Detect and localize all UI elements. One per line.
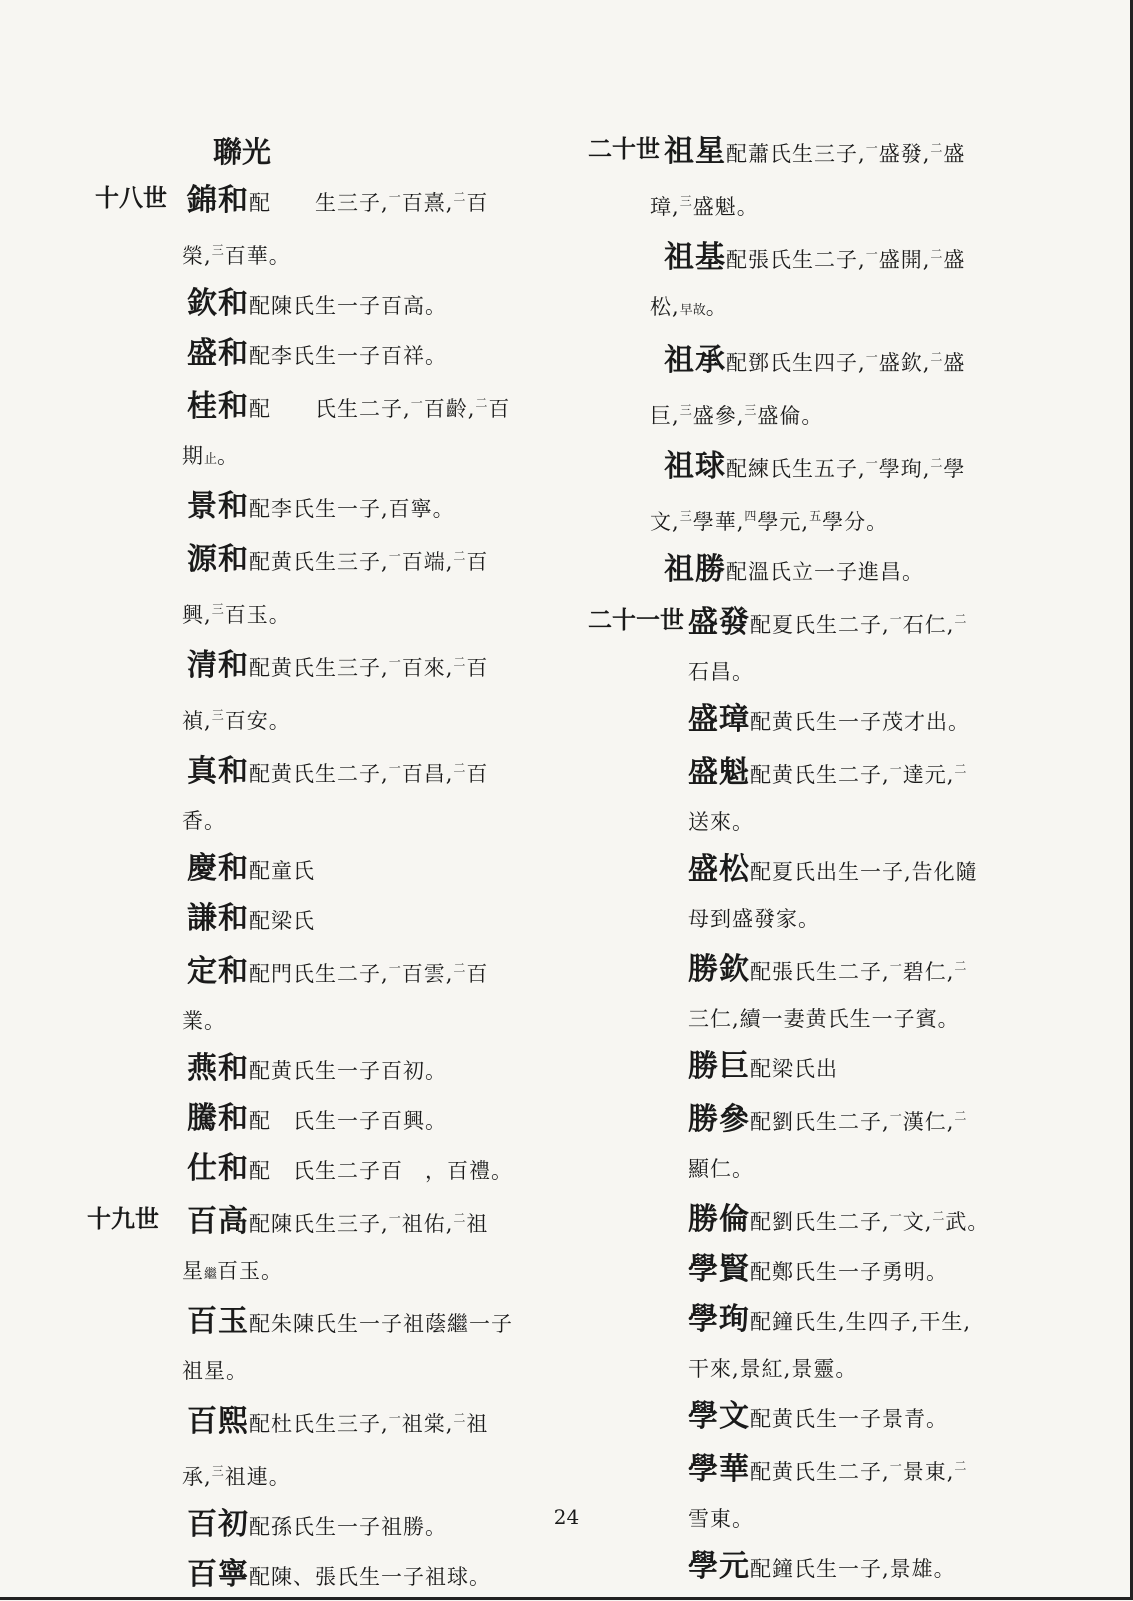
genealogy-entry (95, 483, 570, 533)
genealogy-entry (588, 696, 1088, 746)
person-name: 祖基 (664, 240, 726, 275)
entry-text: 盛倫。 (757, 404, 824, 428)
genealogy-entry (95, 280, 570, 330)
order-marker: 一 (410, 396, 423, 410)
genealogy-entry (588, 746, 1088, 846)
genealogy-entry (95, 533, 570, 639)
entry-text: 榮, (182, 244, 212, 268)
entry-text: 配黄氏生三子, (249, 550, 389, 574)
entry-text: 盛 (943, 142, 966, 166)
entry-text: 配鄭氏生一子勇明。 (750, 1260, 948, 1284)
entry-text: 配溫氏立一子進昌。 (726, 560, 924, 584)
person-name: 盛璋 (688, 702, 750, 737)
person-name: 學珣 (688, 1302, 750, 1337)
entry-text: 興, (182, 603, 212, 627)
person-name: 學元 (688, 1549, 750, 1584)
entry-text: 配黄氏生二子, (750, 1460, 890, 1484)
right-column (588, 125, 1088, 1593)
order-marker: 一 (889, 612, 902, 626)
entry-text: 配李氏生一子百祥。 (249, 344, 447, 368)
genealogy-entry (95, 945, 570, 1045)
order-marker: 二 (453, 1211, 466, 1225)
entry-text: 百安。 (224, 709, 291, 733)
entry-text: 三仁,續一妻黄氏生一子賓。 (688, 1007, 960, 1031)
entry-line (588, 546, 1088, 596)
entry-text: 百華。 (224, 244, 291, 268)
section-title: 聯光 (213, 135, 272, 169)
order-marker: 二 (453, 761, 466, 775)
entry-text: 。 (705, 295, 728, 319)
entry-text: 配門氏生二子, (249, 962, 389, 986)
person-name: 仕和 (187, 1151, 249, 1186)
order-marker: 二 (954, 1109, 967, 1123)
entry-text: 配黄氏生一子景青。 (750, 1407, 948, 1431)
entry-line (95, 845, 570, 895)
person-name: 定和 (187, 954, 249, 989)
entry-text: 百玉。 (217, 1259, 284, 1283)
person-name: 祖星 (664, 134, 726, 169)
person-name: 景和 (187, 489, 249, 524)
entry-text: 石仁, (902, 613, 955, 637)
person-name: 勝參 (688, 1102, 750, 1137)
entry-text: 配陳、張氏生一子祖球。 (249, 1565, 491, 1589)
order-marker: 一 (889, 1109, 902, 1123)
genealogy-entry (95, 1298, 570, 1395)
order-marker: 一 (889, 762, 902, 776)
entry-text: 百熹, (401, 191, 454, 215)
entry-text: 配練氏生五子, (726, 457, 866, 481)
order-marker: 一 (865, 141, 878, 155)
person-name: 盛和 (187, 336, 249, 371)
entry-line (588, 440, 1088, 493)
order-marker: 二 (453, 549, 466, 563)
entry-text: 武。 (945, 1210, 990, 1234)
entry-line (588, 896, 1088, 943)
genealogy-entry (588, 1246, 1088, 1296)
entry-text: 配朱陳氏生一子祖蔭繼一子 (249, 1312, 513, 1336)
entry-line (95, 1045, 570, 1095)
person-name: 勝倫 (688, 1202, 750, 1237)
entry-line (95, 639, 570, 692)
order-marker: 二 (954, 762, 967, 776)
small-note: 早故 (679, 303, 706, 318)
person-name: 祖勝 (664, 552, 726, 587)
person-name: 百玉 (187, 1304, 249, 1339)
person-name: 源和 (187, 542, 249, 577)
entry-text: 配張氏生二子, (750, 960, 890, 984)
order-marker: 一 (388, 1211, 401, 1225)
entry-line (95, 380, 570, 433)
genealogy-entry (95, 174, 570, 280)
entry-line (588, 284, 1088, 334)
entry-text: 盛 (943, 351, 966, 375)
left-column (87, 130, 570, 1601)
entry-text: 百 (466, 762, 489, 786)
entry-text: 配梁氏 (249, 909, 315, 933)
entry-text: 配劉氏生二子, (750, 1210, 890, 1234)
entry-text: 祖 (466, 1212, 489, 1236)
order-marker: 三 (211, 708, 224, 722)
entry-text: 配 氏生二子, (249, 397, 411, 421)
entry-text: 配杜氏生三子, (249, 1412, 389, 1436)
entry-text: 文, (902, 1210, 933, 1234)
order-marker: 二 (453, 655, 466, 669)
entry-line (95, 1298, 570, 1348)
person-name: 慶和 (187, 851, 249, 886)
entry-line (588, 231, 1088, 284)
entry-line (588, 1193, 1088, 1246)
entry-text: 業。 (182, 1009, 226, 1033)
genealogy-entry (95, 380, 570, 483)
person-name: 盛松 (688, 852, 750, 887)
entry-line (588, 1543, 1088, 1593)
entry-line (95, 533, 570, 586)
genealogy-entry (95, 1145, 570, 1195)
genealogy-entry (588, 1043, 1088, 1093)
order-marker: 三 (744, 403, 757, 417)
order-marker: 二 (954, 1459, 967, 1473)
entry-line (95, 433, 570, 483)
entry-line (95, 227, 570, 280)
entry-text: 盛 (943, 248, 966, 272)
entry-line (95, 1145, 570, 1195)
entry-text: 配蕭氏生三子, (726, 142, 866, 166)
entry-line (588, 846, 1088, 896)
genealogy-entry (95, 1095, 570, 1145)
entry-line (588, 1146, 1088, 1193)
entry-text: 學珣, (878, 457, 931, 481)
order-marker: 一 (388, 190, 401, 204)
person-name: 祖球 (664, 449, 726, 484)
entry-text: 干來,景紅,景靈。 (688, 1357, 858, 1381)
genealogy-entry (95, 330, 570, 380)
genealogy-entry (95, 745, 570, 845)
entry-text: 璋, (650, 195, 680, 219)
order-marker: 二 (930, 350, 943, 364)
entry-text: 配張氏生二子, (726, 248, 866, 272)
order-marker: 一 (865, 247, 878, 261)
entry-line (588, 649, 1088, 696)
entry-text: 松, (650, 295, 680, 319)
entry-text: 送來。 (688, 810, 754, 834)
order-marker: 一 (889, 1459, 902, 1473)
order-marker: 一 (889, 959, 902, 973)
entry-line (588, 1443, 1088, 1496)
entry-line (588, 125, 1088, 178)
entry-text: 雪東。 (688, 1507, 754, 1531)
genealogy-entry (588, 1543, 1088, 1593)
order-marker: 一 (388, 1411, 401, 1425)
entry-line (588, 996, 1088, 1043)
small-note: 繼 (204, 1267, 218, 1282)
entry-line (95, 895, 570, 945)
order-marker: 一 (388, 655, 401, 669)
entry-line (588, 799, 1088, 846)
order-marker: 三 (679, 194, 692, 208)
entry-text: 百來, (401, 656, 454, 680)
entry-line (95, 998, 570, 1045)
genealogy-entry (588, 334, 1088, 440)
entry-text: 承, (182, 1465, 212, 1489)
genealogy-entry (588, 546, 1088, 596)
entry-text: 文, (650, 510, 680, 534)
person-name: 欽和 (187, 286, 249, 321)
entry-text: 百 (466, 656, 489, 680)
entry-line (588, 387, 1088, 440)
entry-line (588, 493, 1088, 546)
entry-text: 百 (466, 550, 489, 574)
small-note: 止 (204, 452, 218, 467)
order-marker: 五 (809, 509, 822, 523)
entry-text: 配陳氏生一子百高。 (249, 294, 447, 318)
entry-line (588, 334, 1088, 387)
order-marker: 二 (930, 247, 943, 261)
entry-line (95, 1248, 570, 1298)
genealogy-entry (588, 1393, 1088, 1443)
person-name: 學文 (688, 1399, 750, 1434)
entry-text: 配夏氏生二子, (750, 613, 890, 637)
entry-line (95, 745, 570, 798)
entry-text: 。 (217, 444, 240, 468)
order-marker: 四 (744, 509, 757, 523)
entry-text: 百齡, (423, 397, 476, 421)
genealogy-entry (588, 1193, 1088, 1246)
order-marker: 三 (211, 602, 224, 616)
person-name: 桂和 (187, 389, 249, 424)
entry-text: 配鄧氏生四子, (726, 351, 866, 375)
entry-line (95, 1551, 570, 1601)
order-marker: 二 (930, 456, 943, 470)
genealogy-entry (95, 1551, 570, 1601)
person-name: 勝欽 (688, 952, 750, 987)
person-name: 盛發 (688, 605, 750, 640)
person-name: 學賢 (688, 1252, 750, 1287)
generation-section (588, 596, 1088, 1593)
entry-text: 漢仁, (902, 1110, 955, 1134)
order-marker: 二 (954, 959, 967, 973)
entry-text: 達元, (902, 763, 955, 787)
entry-text: 百昌, (401, 762, 454, 786)
order-marker: 一 (865, 350, 878, 364)
entry-text: 百 (488, 397, 511, 421)
order-marker: 二 (453, 961, 466, 975)
order-marker: 二 (475, 396, 488, 410)
generation-label: 十八世 (95, 183, 167, 212)
entry-line (588, 1296, 1088, 1346)
person-name: 謙和 (187, 901, 249, 936)
order-marker: 三 (211, 1464, 224, 1478)
entry-text: 母到盛發家。 (688, 907, 820, 931)
order-marker: 三 (679, 403, 692, 417)
genealogy-entry (588, 846, 1088, 943)
entry-line (95, 798, 570, 845)
genealogy-entry (588, 943, 1088, 1043)
generation-section (87, 1195, 570, 1601)
entry-line (588, 1346, 1088, 1393)
genealogy-entry (95, 1395, 570, 1501)
entry-text: 學華, (692, 510, 745, 534)
entry-text: 祖連。 (224, 1465, 291, 1489)
entry-text: 祖佑, (401, 1212, 454, 1236)
entry-text: 配黄氏生三子, (249, 656, 389, 680)
entry-text: 配 氏生一子百興。 (249, 1109, 447, 1133)
entry-line (588, 1393, 1088, 1443)
entry-text: 配黄氏生二子, (750, 763, 890, 787)
entry-line (588, 178, 1088, 231)
entry-line (95, 1448, 570, 1501)
entry-text: 顯仁。 (688, 1157, 754, 1181)
order-marker: 二 (453, 190, 466, 204)
genealogy-entry (588, 1296, 1088, 1393)
entry-text: 配梁氏出 (750, 1057, 838, 1081)
entry-text: 百 (466, 962, 489, 986)
entry-text: 學分。 (822, 510, 889, 534)
person-name: 祖承 (664, 343, 726, 378)
entry-line (95, 1095, 570, 1145)
person-name: 燕和 (187, 1051, 249, 1086)
person-name: 百初 (187, 1507, 249, 1542)
entry-text: 盛發, (878, 142, 931, 166)
person-name: 真和 (187, 754, 249, 789)
order-marker: 一 (388, 761, 401, 775)
entry-line (95, 1195, 570, 1248)
entry-text: 配孫氏生一子祖勝。 (249, 1515, 447, 1539)
genealogy-entry (95, 1045, 570, 1095)
entry-text: 配黄氏生二子, (249, 762, 389, 786)
person-name: 錦和 (187, 183, 249, 218)
entry-text: 景東, (902, 1460, 955, 1484)
entry-text: 石昌。 (688, 660, 754, 684)
entry-line (95, 330, 570, 380)
entry-text: 百 (466, 191, 489, 215)
genealogy-entry (95, 845, 570, 895)
genealogy-entry (588, 125, 1088, 231)
entry-line (95, 1348, 570, 1395)
entry-line (588, 1093, 1088, 1146)
order-marker: 一 (388, 961, 401, 975)
genealogy-entry (87, 1195, 570, 1298)
entry-text: 期 (182, 444, 204, 468)
entry-line (588, 1043, 1088, 1093)
entry-text: 百雲, (401, 962, 454, 986)
entry-line (588, 943, 1088, 996)
entry-line (95, 1395, 570, 1448)
order-marker: 三 (679, 509, 692, 523)
order-marker: 二 (954, 612, 967, 626)
generation-section (588, 125, 1088, 596)
entry-text: 祖星。 (182, 1359, 248, 1383)
entry-line (95, 945, 570, 998)
entry-text: 學元, (757, 510, 810, 534)
entry-text: 配童氏 (249, 859, 315, 883)
entry-text: 配 氏生二子百 ，百禮。 (249, 1159, 513, 1183)
entry-text: 百端, (401, 550, 454, 574)
entry-line (588, 746, 1088, 799)
entry-line (95, 692, 570, 745)
order-marker: 二 (932, 1209, 945, 1223)
genealogy-entry (588, 596, 1088, 696)
entry-text: 配李氏生一子,百寧。 (249, 497, 455, 521)
genealogy-entry (95, 639, 570, 745)
person-name: 百寧 (187, 1557, 249, 1592)
entry-text: 盛開, (878, 248, 931, 272)
person-name: 盛魁 (688, 755, 750, 790)
person-name: 清和 (187, 648, 249, 683)
person-name: 百高 (187, 1204, 249, 1239)
entry-text: 配鐘氏生一子,景雄。 (750, 1557, 956, 1581)
person-name: 百熙 (187, 1404, 249, 1439)
entry-text: 香。 (182, 809, 226, 833)
order-marker: 三 (211, 243, 224, 257)
entry-text: 配陳氏生三子, (249, 1212, 389, 1236)
entry-text: 碧仁, (902, 960, 955, 984)
entry-text: 盛參, (692, 404, 745, 428)
order-marker: 二 (453, 1411, 466, 1425)
entry-text: 配劉氏生二子, (750, 1110, 890, 1134)
entry-text: 盛欽, (878, 351, 931, 375)
entry-line (95, 280, 570, 330)
order-marker: 一 (865, 456, 878, 470)
entry-text: 巨, (650, 404, 680, 428)
entry-text: 配 生三子, (249, 191, 389, 215)
entry-text: 盛魁。 (692, 195, 759, 219)
entry-line (588, 696, 1088, 746)
genealogy-entry (588, 1093, 1088, 1193)
entry-line (95, 483, 570, 533)
person-name: 勝巨 (688, 1049, 750, 1084)
entry-text: 配夏氏出生一子,告化隨 (750, 860, 978, 884)
entry-text: 配黄氏生一子茂才出。 (750, 710, 970, 734)
page-number: 24 (553, 1505, 580, 1529)
entry-text: 祖棠, (401, 1412, 454, 1436)
generation-label: 二十一世 (588, 605, 684, 634)
entry-text: 配黄氏生一子百初。 (249, 1059, 447, 1083)
generation-label: 十九世 (87, 1204, 159, 1233)
entry-text: 學 (943, 457, 966, 481)
genealogy-entry (95, 895, 570, 945)
entry-text: 祖 (466, 1412, 489, 1436)
person-name: 騰和 (187, 1101, 249, 1136)
person-name: 學華 (688, 1452, 750, 1487)
genealogy-entry (588, 231, 1088, 334)
generation-label: 二十世 (588, 134, 660, 163)
entry-text: 星 (182, 1259, 204, 1283)
genealogy-entry (588, 440, 1088, 546)
entry-line (95, 586, 570, 639)
order-marker: 一 (889, 1209, 902, 1223)
entry-text: 配鐘氏生,生四子,干生, (750, 1310, 972, 1334)
entry-text: 禎, (182, 709, 212, 733)
order-marker: 二 (930, 141, 943, 155)
entry-line (588, 1246, 1088, 1296)
order-marker: 一 (388, 549, 401, 563)
generation-section (95, 174, 570, 1195)
entry-text: 百玉。 (224, 603, 291, 627)
